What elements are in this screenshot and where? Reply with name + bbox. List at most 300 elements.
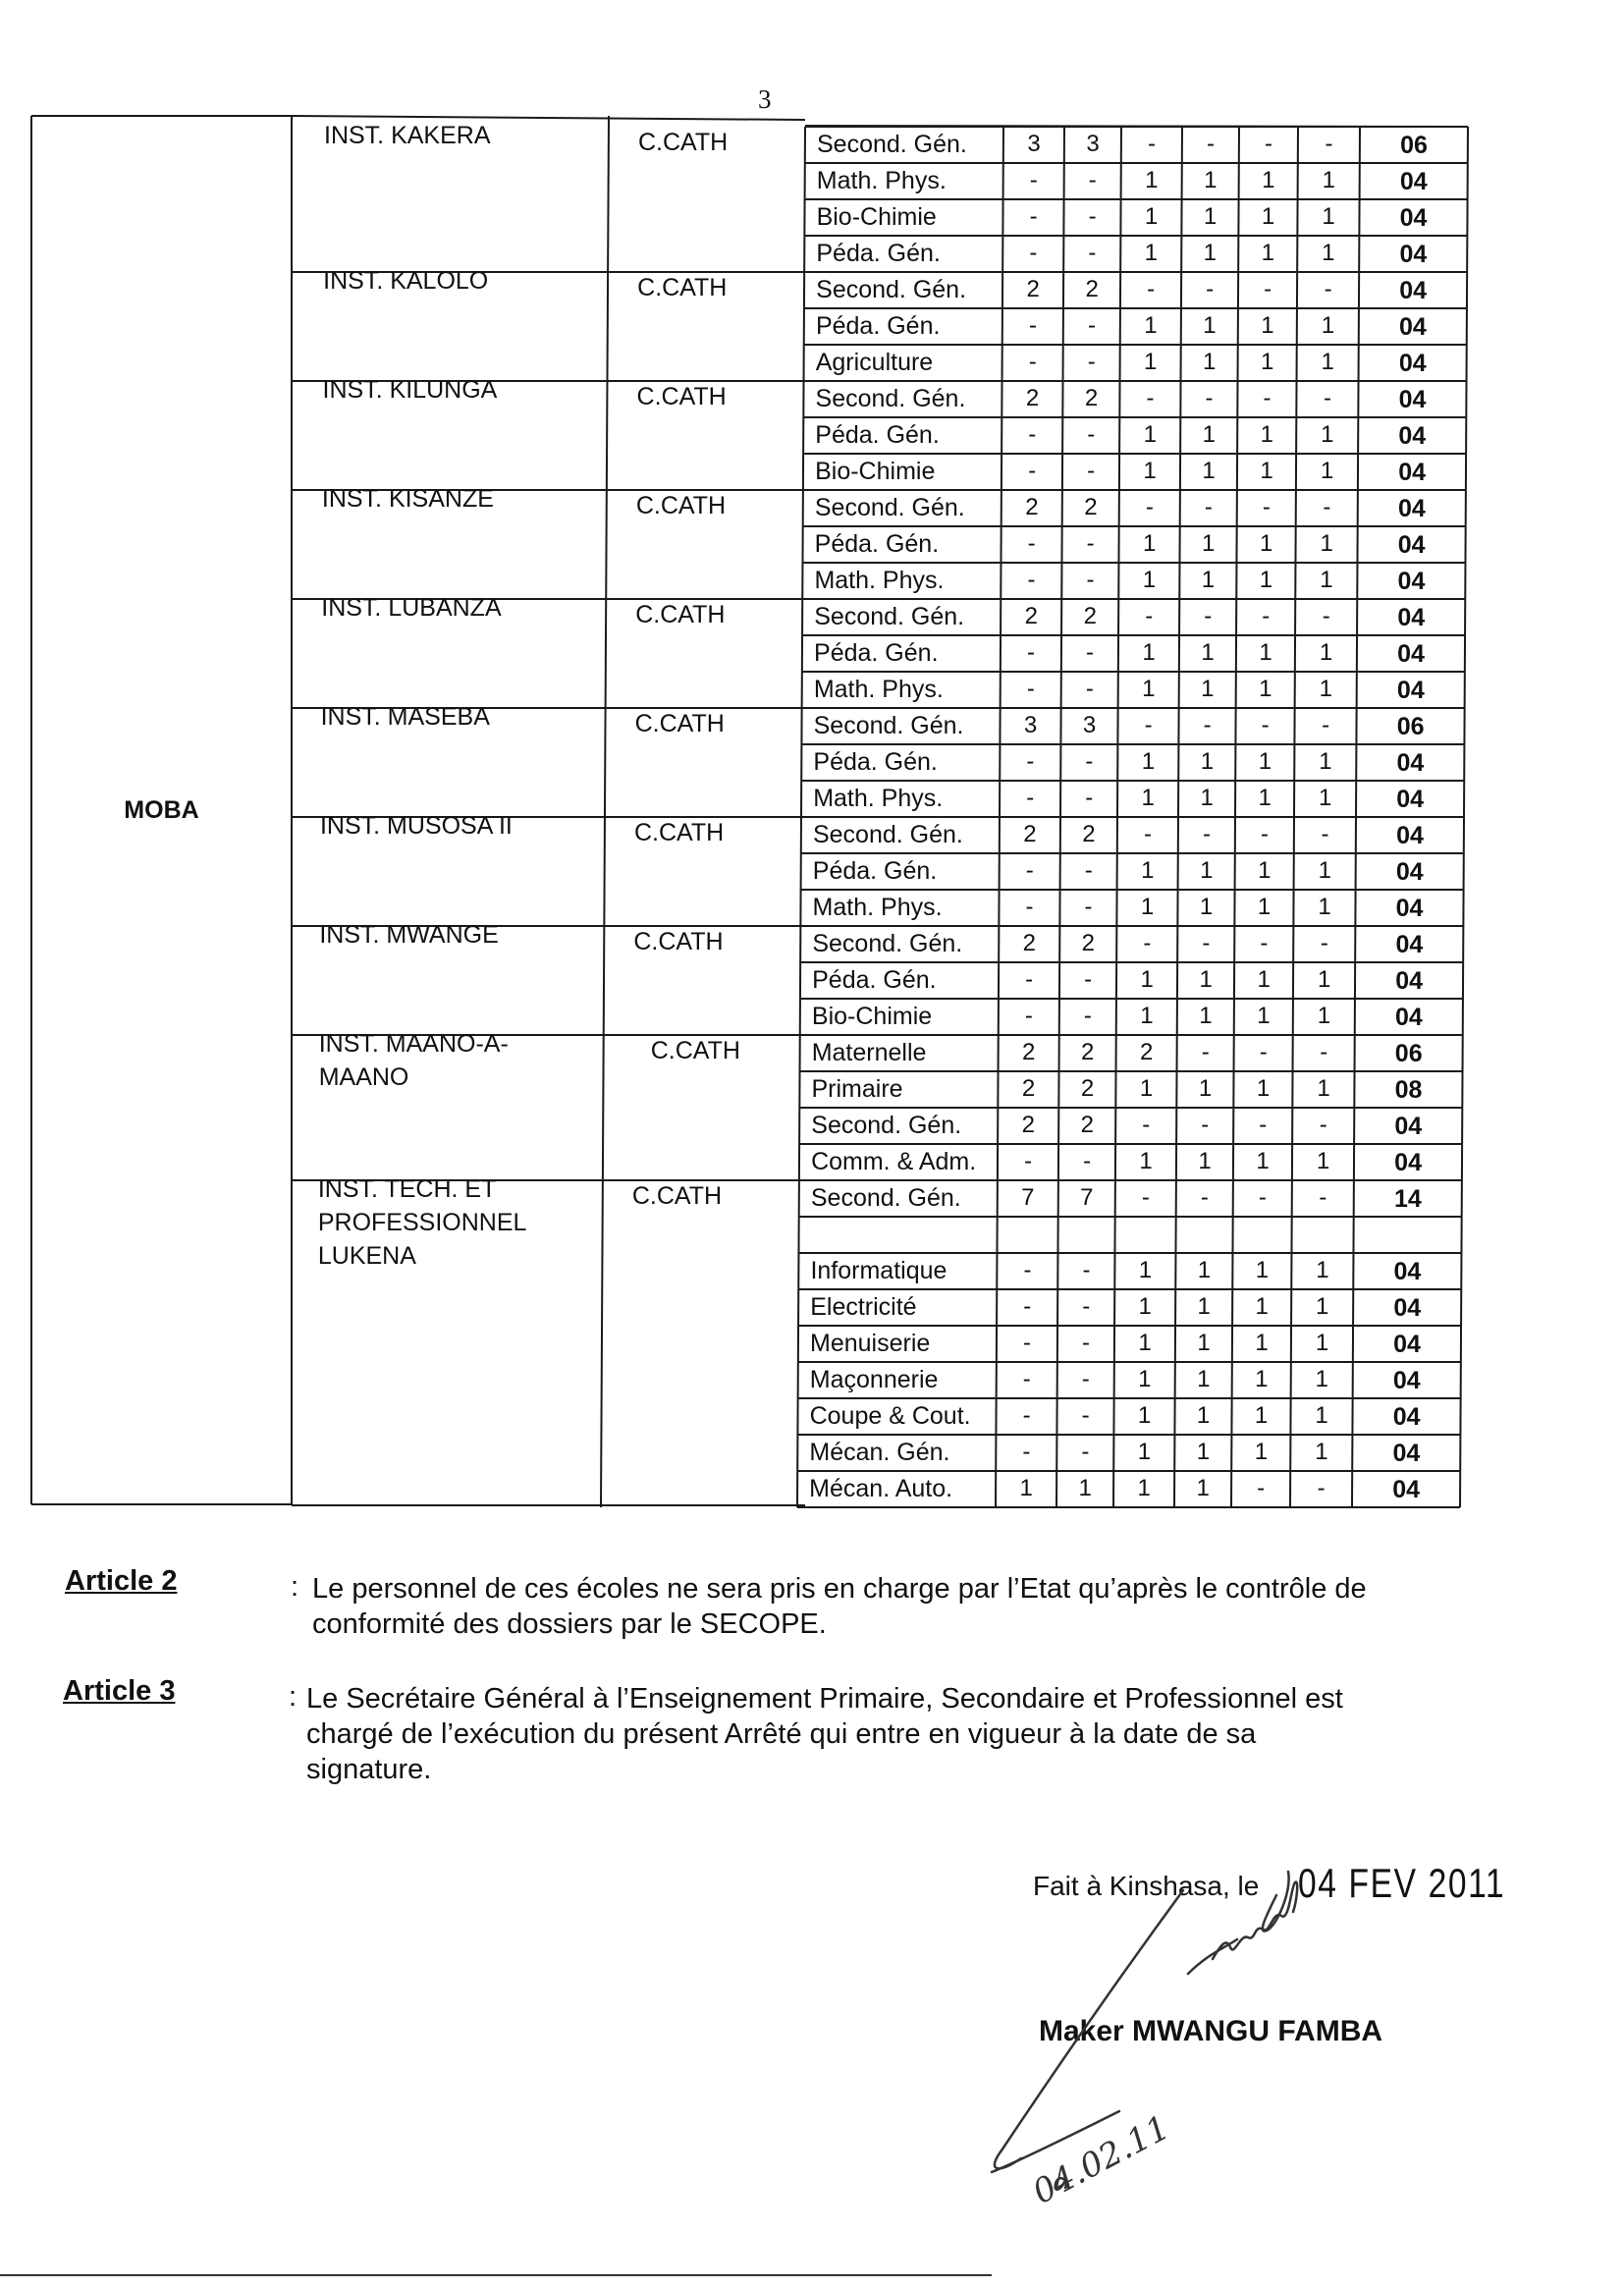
filiere-cell: Primaire: [811, 1075, 903, 1103]
count-cell: -: [1084, 894, 1093, 920]
count-cell: -: [1321, 821, 1329, 847]
count-cell: -: [1026, 748, 1035, 775]
filiere-cell: Second. Gén.: [814, 603, 965, 630]
article-3-label: Article 3: [63, 1675, 176, 1707]
count-cell: -: [1200, 1184, 1209, 1211]
count-cell: 1: [1201, 676, 1215, 702]
count-cell: 2: [1023, 821, 1037, 847]
count-cell: 1: [1140, 966, 1154, 993]
total-cell: 04: [1392, 1367, 1421, 1394]
count-cell: 1: [1257, 894, 1272, 920]
count-cell: 1: [1141, 748, 1156, 775]
count-cell: 1: [1203, 203, 1218, 230]
school-organisation: C.CATH: [631, 1182, 723, 1210]
count-cell: -: [1143, 821, 1152, 847]
count-cell: -: [1022, 1402, 1031, 1429]
filiere-cell: Menuiserie: [810, 1330, 931, 1357]
count-cell: 1: [1203, 312, 1217, 339]
count-cell: 1: [1139, 1075, 1154, 1102]
total-cell: 04: [1397, 640, 1425, 668]
count-cell: 2: [1084, 494, 1098, 520]
count-cell: 1: [1255, 1330, 1269, 1356]
count-cell: -: [1085, 676, 1094, 702]
total-cell: 04: [1396, 749, 1425, 777]
count-cell: 1: [1320, 530, 1333, 557]
count-cell: -: [1087, 458, 1096, 484]
count-cell: 1: [1138, 1293, 1152, 1320]
count-cell: 1: [1259, 567, 1273, 593]
total-cell: 04: [1395, 967, 1424, 995]
filiere-cell: Math. Phys.: [812, 894, 943, 921]
signer-name: Maker MWANGU FAMBA: [1039, 2015, 1383, 2047]
count-cell: -: [1024, 1148, 1033, 1174]
filiere-cell: Second. Gén.: [812, 930, 963, 957]
count-cell: 1: [1198, 1148, 1212, 1174]
count-cell: -: [1325, 131, 1333, 157]
count-cell: -: [1028, 349, 1037, 375]
count-cell: 1: [1200, 785, 1214, 811]
count-cell: 1: [1261, 203, 1275, 230]
count-cell: 1: [1142, 676, 1156, 702]
school-name: INST. MASEBA: [320, 703, 490, 731]
count-cell: -: [1088, 240, 1097, 266]
count-cell: -: [1084, 857, 1093, 884]
count-cell: 1: [1322, 203, 1335, 230]
count-cell: 1: [1142, 639, 1156, 666]
filiere-cell: Second. Gén.: [813, 712, 964, 739]
count-cell: -: [1322, 712, 1330, 738]
filiere-cell: Second. Gén.: [810, 1184, 961, 1212]
count-cell: 1: [1322, 167, 1335, 193]
count-cell: -: [1320, 1039, 1328, 1065]
count-cell: 1: [1320, 458, 1334, 484]
count-cell: -: [1081, 1402, 1090, 1429]
count-cell: 1: [1319, 676, 1332, 702]
total-cell: 04: [1394, 1113, 1423, 1140]
count-cell: -: [1085, 785, 1094, 811]
total-cell: 04: [1399, 313, 1427, 341]
count-cell: -: [1026, 785, 1035, 811]
count-cell: 1: [1255, 1293, 1269, 1320]
count-cell: 1: [1196, 1439, 1211, 1465]
count-cell: 1: [1143, 421, 1157, 448]
total-cell: 04: [1394, 1149, 1422, 1176]
total-cell: 04: [1399, 168, 1428, 195]
total-cell: 04: [1392, 1476, 1421, 1503]
count-cell: -: [1082, 1293, 1091, 1320]
count-cell: -: [1319, 1112, 1327, 1138]
filiere-cell: Maternelle: [811, 1039, 927, 1066]
total-cell: 04: [1399, 241, 1428, 268]
count-cell: 1: [1138, 1257, 1153, 1283]
count-cell: 7: [1021, 1184, 1035, 1211]
count-cell: -: [1258, 1184, 1267, 1211]
count-cell: 1: [1201, 639, 1215, 666]
count-cell: 1: [1258, 857, 1272, 884]
count-cell: -: [1029, 167, 1038, 193]
school-organisation: C.CATH: [633, 928, 724, 955]
count-cell: -: [1145, 603, 1154, 629]
count-cell: 1: [1315, 1402, 1328, 1429]
count-cell: -: [1201, 1039, 1210, 1065]
filiere-cell: Electricité: [810, 1293, 917, 1321]
total-cell: 04: [1398, 422, 1427, 450]
count-cell: -: [1202, 930, 1211, 956]
count-cell: 1: [1200, 748, 1215, 775]
count-cell: 1: [1317, 1003, 1331, 1029]
count-cell: 2: [1026, 276, 1040, 302]
total-cell: 04: [1397, 495, 1426, 522]
count-cell: 1: [1138, 1366, 1152, 1392]
count-cell: -: [1146, 385, 1155, 411]
count-cell: 1: [1255, 1366, 1269, 1392]
count-cell: -: [1082, 1330, 1091, 1356]
count-cell: -: [1201, 1112, 1210, 1138]
count-cell: -: [1262, 603, 1271, 629]
total-cell: 04: [1393, 1258, 1422, 1285]
count-cell: 1: [1198, 1075, 1213, 1102]
count-cell: -: [1087, 312, 1096, 339]
school-organisation: C.CATH: [635, 601, 726, 628]
total-cell: 04: [1396, 677, 1425, 704]
count-cell: 1: [1315, 1330, 1329, 1356]
count-cell: 2: [1081, 1039, 1095, 1065]
count-cell: -: [1028, 312, 1037, 339]
count-cell: -: [1081, 1439, 1090, 1465]
filiere-cell: Math. Phys.: [813, 676, 944, 703]
filiere-cell: Péda. Gén.: [815, 421, 940, 449]
count-cell: 1: [1262, 167, 1275, 193]
count-cell: 1: [1317, 1075, 1330, 1102]
count-cell: -: [1147, 276, 1156, 302]
count-cell: -: [1323, 494, 1331, 520]
count-cell: 1: [1261, 349, 1274, 375]
count-cell: -: [1322, 603, 1330, 629]
count-cell: 1: [1256, 1148, 1270, 1174]
school-name: INST. KISANZE: [321, 485, 494, 513]
count-cell: -: [1261, 712, 1270, 738]
count-cell: 1: [1315, 1439, 1328, 1465]
filiere-cell: Math. Phys.: [813, 785, 944, 812]
filiere-cell: Mécan. Gén.: [809, 1439, 950, 1466]
filiere-cell: Mécan. Auto.: [809, 1475, 953, 1502]
count-cell: 1: [1317, 966, 1331, 993]
article-2-label: Article 2: [65, 1565, 178, 1597]
school-organisation: C.CATH: [633, 819, 725, 846]
school-organisation: C.CATH: [637, 274, 728, 301]
school-name: INST. TECH. ET PROFESSIONNEL LUKENA: [317, 1175, 527, 1270]
total-cell: 04: [1397, 531, 1426, 559]
count-cell: -: [1086, 639, 1095, 666]
filiere-cell: Informatique: [810, 1257, 947, 1284]
school-name: INST. KALOLO: [323, 267, 489, 295]
count-cell: -: [1205, 385, 1214, 411]
count-cell: -: [1025, 857, 1034, 884]
filiere-cell: Péda. Gén.: [813, 748, 938, 776]
count-cell: 3: [1023, 712, 1038, 738]
count-cell: 1: [1315, 1366, 1328, 1392]
count-cell: 1: [1259, 530, 1273, 557]
count-cell: -: [1027, 639, 1036, 666]
filiere-cell: Coupe & Cout.: [809, 1402, 971, 1430]
count-cell: -: [1081, 1366, 1090, 1392]
count-cell: -: [1204, 494, 1213, 520]
count-cell: -: [1022, 1366, 1031, 1392]
count-cell: 1: [1145, 167, 1159, 193]
count-cell: -: [1265, 131, 1272, 157]
count-cell: 2: [1085, 276, 1099, 302]
school-name: INST. KAKERA: [324, 122, 491, 149]
total-cell: 04: [1396, 822, 1424, 849]
filiere-cell: Bio-Chimie: [815, 458, 936, 485]
filiere-cell: Math. Phys.: [816, 167, 947, 194]
count-cell: -: [1262, 494, 1271, 520]
signature-place: Fait à Kinshasa, le: [1033, 1871, 1260, 1901]
count-cell: -: [1148, 131, 1156, 157]
count-cell: 1: [1203, 349, 1217, 375]
count-cell: -: [1206, 276, 1215, 302]
count-cell: 2: [1140, 1039, 1154, 1065]
date-stamp: 04 FEV 2011: [1298, 1860, 1506, 1906]
school-name: INST. MWANGE: [319, 921, 499, 949]
count-cell: 1: [1144, 203, 1159, 230]
filiere-cell: Bio-Chimie: [816, 203, 937, 231]
total-cell: 06: [1396, 713, 1425, 740]
count-cell: -: [1023, 1257, 1032, 1283]
total-cell: 04: [1397, 604, 1426, 631]
count-cell: -: [1324, 385, 1332, 411]
count-cell: -: [1029, 203, 1038, 230]
total-cell: 04: [1398, 386, 1427, 413]
count-cell: 1: [1137, 1475, 1151, 1501]
region-name: MOBA: [124, 795, 199, 824]
count-cell: 1: [1321, 421, 1334, 448]
total-cell: 06: [1400, 132, 1428, 159]
count-cell: 1: [1200, 857, 1214, 884]
count-cell: -: [1141, 1184, 1150, 1211]
school-organisation: C.CATH: [635, 492, 727, 519]
count-cell: 1: [1255, 1257, 1270, 1283]
count-cell: 1: [1202, 421, 1216, 448]
filiere-cell: Péda. Gén.: [812, 966, 937, 994]
count-cell: -: [1086, 567, 1095, 593]
count-cell: -: [1259, 1039, 1268, 1065]
count-cell: -: [1257, 1475, 1266, 1501]
count-cell: -: [1142, 1112, 1151, 1138]
count-cell: 1: [1254, 1439, 1269, 1465]
total-cell: 04: [1397, 568, 1426, 595]
count-cell: -: [1022, 1439, 1031, 1465]
count-cell: -: [1324, 276, 1332, 302]
bottom-rule: [0, 2274, 992, 2276]
count-cell: 1: [1199, 1003, 1213, 1029]
count-cell: 1: [1259, 676, 1272, 702]
count-cell: -: [1083, 1148, 1092, 1174]
count-cell: -: [1027, 530, 1036, 557]
filiere-cell: Math. Phys.: [814, 567, 945, 594]
count-cell: -: [1025, 966, 1034, 993]
total-cell: 04: [1392, 1440, 1421, 1467]
count-cell: -: [1319, 1184, 1327, 1211]
filiere-cell: Second. Gén.: [815, 385, 966, 412]
count-cell: 1: [1319, 785, 1332, 811]
total-cell: 04: [1395, 858, 1424, 886]
school-organisation: C.CATH: [634, 710, 725, 737]
count-cell: 1: [1137, 1439, 1152, 1465]
count-cell: 1: [1199, 966, 1213, 993]
count-cell: 3: [1082, 712, 1097, 738]
count-cell: 1: [1144, 240, 1159, 266]
count-cell: 1: [1260, 421, 1273, 448]
count-cell: 1: [1197, 1257, 1212, 1283]
school-organisation: C.CATH: [638, 129, 729, 156]
count-cell: 1: [1203, 240, 1218, 266]
count-cell: -: [1320, 930, 1328, 956]
filiere-cell: Bio-Chimie: [811, 1003, 933, 1030]
count-cell: -: [1028, 421, 1037, 448]
count-cell: -: [1027, 567, 1036, 593]
count-cell: 1: [1320, 567, 1333, 593]
count-cell: 1: [1197, 1293, 1211, 1320]
total-cell: 06: [1394, 1040, 1423, 1067]
page-number: 3: [758, 84, 772, 114]
total-cell: 04: [1395, 895, 1424, 922]
count-cell: -: [1087, 349, 1096, 375]
filiere-cell: Second. Gén.: [814, 494, 965, 521]
count-cell: -: [1143, 930, 1152, 956]
count-cell: -: [1260, 930, 1269, 956]
filiere-cell: Second. Gén.: [817, 131, 967, 158]
count-cell: 2: [1024, 603, 1038, 629]
count-cell: 1: [1316, 1257, 1329, 1283]
count-cell: 1: [1316, 1148, 1330, 1174]
count-cell: 1: [1196, 1475, 1210, 1501]
article-3-colon: :: [289, 1681, 298, 1713]
count-cell: -: [1207, 131, 1215, 157]
count-cell: -: [1025, 894, 1034, 920]
total-cell: 04: [1393, 1331, 1421, 1358]
count-cell: 1: [1201, 530, 1216, 557]
count-cell: 1: [1202, 458, 1216, 484]
school-name: INST. MUSOSA II: [319, 812, 513, 840]
school-organisation: C.CATH: [636, 383, 727, 410]
count-cell: -: [1085, 748, 1094, 775]
count-cell: -: [1026, 676, 1035, 702]
filiere-cell: Péda. Gén.: [816, 240, 941, 267]
school-name: INST. MAANO-A- MAANO: [318, 1030, 509, 1091]
total-cell: 04: [1398, 459, 1426, 486]
count-cell: 1: [1142, 530, 1157, 557]
count-cell: 1: [1140, 1003, 1154, 1029]
filiere-cell: Second. Gén.: [812, 821, 963, 848]
count-cell: 1: [1138, 1330, 1152, 1356]
school-name: INST. KILUNGA: [322, 376, 498, 404]
school-organisation: C.CATH: [650, 1037, 740, 1064]
count-cell: 1: [1141, 857, 1155, 884]
count-cell: 1: [1137, 1402, 1152, 1429]
total-cell: 04: [1399, 277, 1428, 304]
count-cell: 1: [1256, 1075, 1271, 1102]
count-cell: 1: [1197, 1366, 1211, 1392]
count-cell: 1: [1319, 748, 1332, 775]
count-cell: 1: [1144, 312, 1158, 339]
count-cell: 1: [1316, 1293, 1329, 1320]
count-cell: -: [1029, 240, 1038, 266]
count-cell: -: [1317, 1475, 1326, 1501]
count-cell: -: [1259, 1112, 1268, 1138]
count-cell: -: [1203, 712, 1212, 738]
count-cell: 1: [1258, 748, 1272, 775]
count-cell: -: [1088, 203, 1097, 230]
count-cell: -: [1087, 421, 1096, 448]
count-cell: -: [1086, 530, 1095, 557]
count-cell: 1: [1201, 567, 1216, 593]
count-cell: 1: [1019, 1475, 1033, 1501]
count-cell: 1: [1199, 894, 1214, 920]
count-cell: -: [1204, 603, 1213, 629]
article-2-colon: :: [291, 1571, 299, 1603]
article-3-text: Le Secrétaire Général à l’Enseignement Primaire, Secondaire et Professionnel est chargé de l’exécution du présent Arrêté qui entre en vigueur à la date de sa signature.: [306, 1683, 1343, 1785]
total-cell: 04: [1398, 350, 1427, 377]
count-cell: 2: [1084, 385, 1099, 411]
count-cell: -: [1024, 1003, 1033, 1029]
count-cell: 1: [1261, 240, 1275, 266]
count-cell: 1: [1258, 785, 1272, 811]
count-cell: -: [1083, 1003, 1092, 1029]
count-cell: 1: [1318, 894, 1331, 920]
count-cell: 1: [1257, 1003, 1271, 1029]
count-cell: -: [1202, 821, 1211, 847]
count-cell: -: [1023, 1330, 1032, 1356]
count-cell: 2: [1022, 930, 1037, 956]
count-cell: 1: [1196, 1402, 1211, 1429]
count-cell: -: [1082, 1257, 1091, 1283]
count-cell: 1: [1261, 312, 1274, 339]
count-cell: -: [1260, 821, 1269, 847]
count-cell: 1: [1143, 458, 1157, 484]
count-cell: 1: [1144, 349, 1158, 375]
count-cell: 1: [1141, 785, 1155, 811]
count-cell: 2: [1025, 494, 1039, 520]
filiere-cell: Second. Gén.: [811, 1112, 962, 1139]
filiere-cell: Péda. Gén.: [815, 312, 941, 340]
count-cell: -: [1263, 385, 1272, 411]
count-cell: -: [1028, 458, 1037, 484]
count-cell: 1: [1254, 1402, 1269, 1429]
count-cell: 2: [1021, 1112, 1035, 1138]
filiere-cell: Péda. Gén.: [814, 639, 939, 667]
count-cell: 1: [1321, 312, 1335, 339]
total-cell: 04: [1395, 1004, 1423, 1031]
count-cell: -: [1088, 167, 1097, 193]
total-cell: 08: [1394, 1076, 1423, 1104]
count-cell: 1: [1142, 567, 1157, 593]
count-cell: 1: [1322, 240, 1335, 266]
count-cell: 7: [1080, 1184, 1094, 1211]
handwritten-date: 04.02.11: [1026, 2107, 1176, 2212]
count-cell: 1: [1139, 1148, 1153, 1174]
total-cell: 04: [1393, 1294, 1422, 1322]
count-cell: 2: [1022, 1039, 1036, 1065]
total-cell: 04: [1396, 786, 1425, 813]
count-cell: 2: [1025, 385, 1040, 411]
article-2-text: Le personnel de ces écoles ne sera pris en charge par l’Etat qu’après le contrôle de conformité des dossiers par le SECOPE.: [312, 1573, 1367, 1640]
count-cell: -: [1084, 966, 1093, 993]
count-cell: 1: [1140, 894, 1155, 920]
count-cell: 1: [1319, 639, 1333, 666]
total-cell: 04: [1399, 204, 1428, 232]
count-cell: 3: [1086, 131, 1100, 157]
